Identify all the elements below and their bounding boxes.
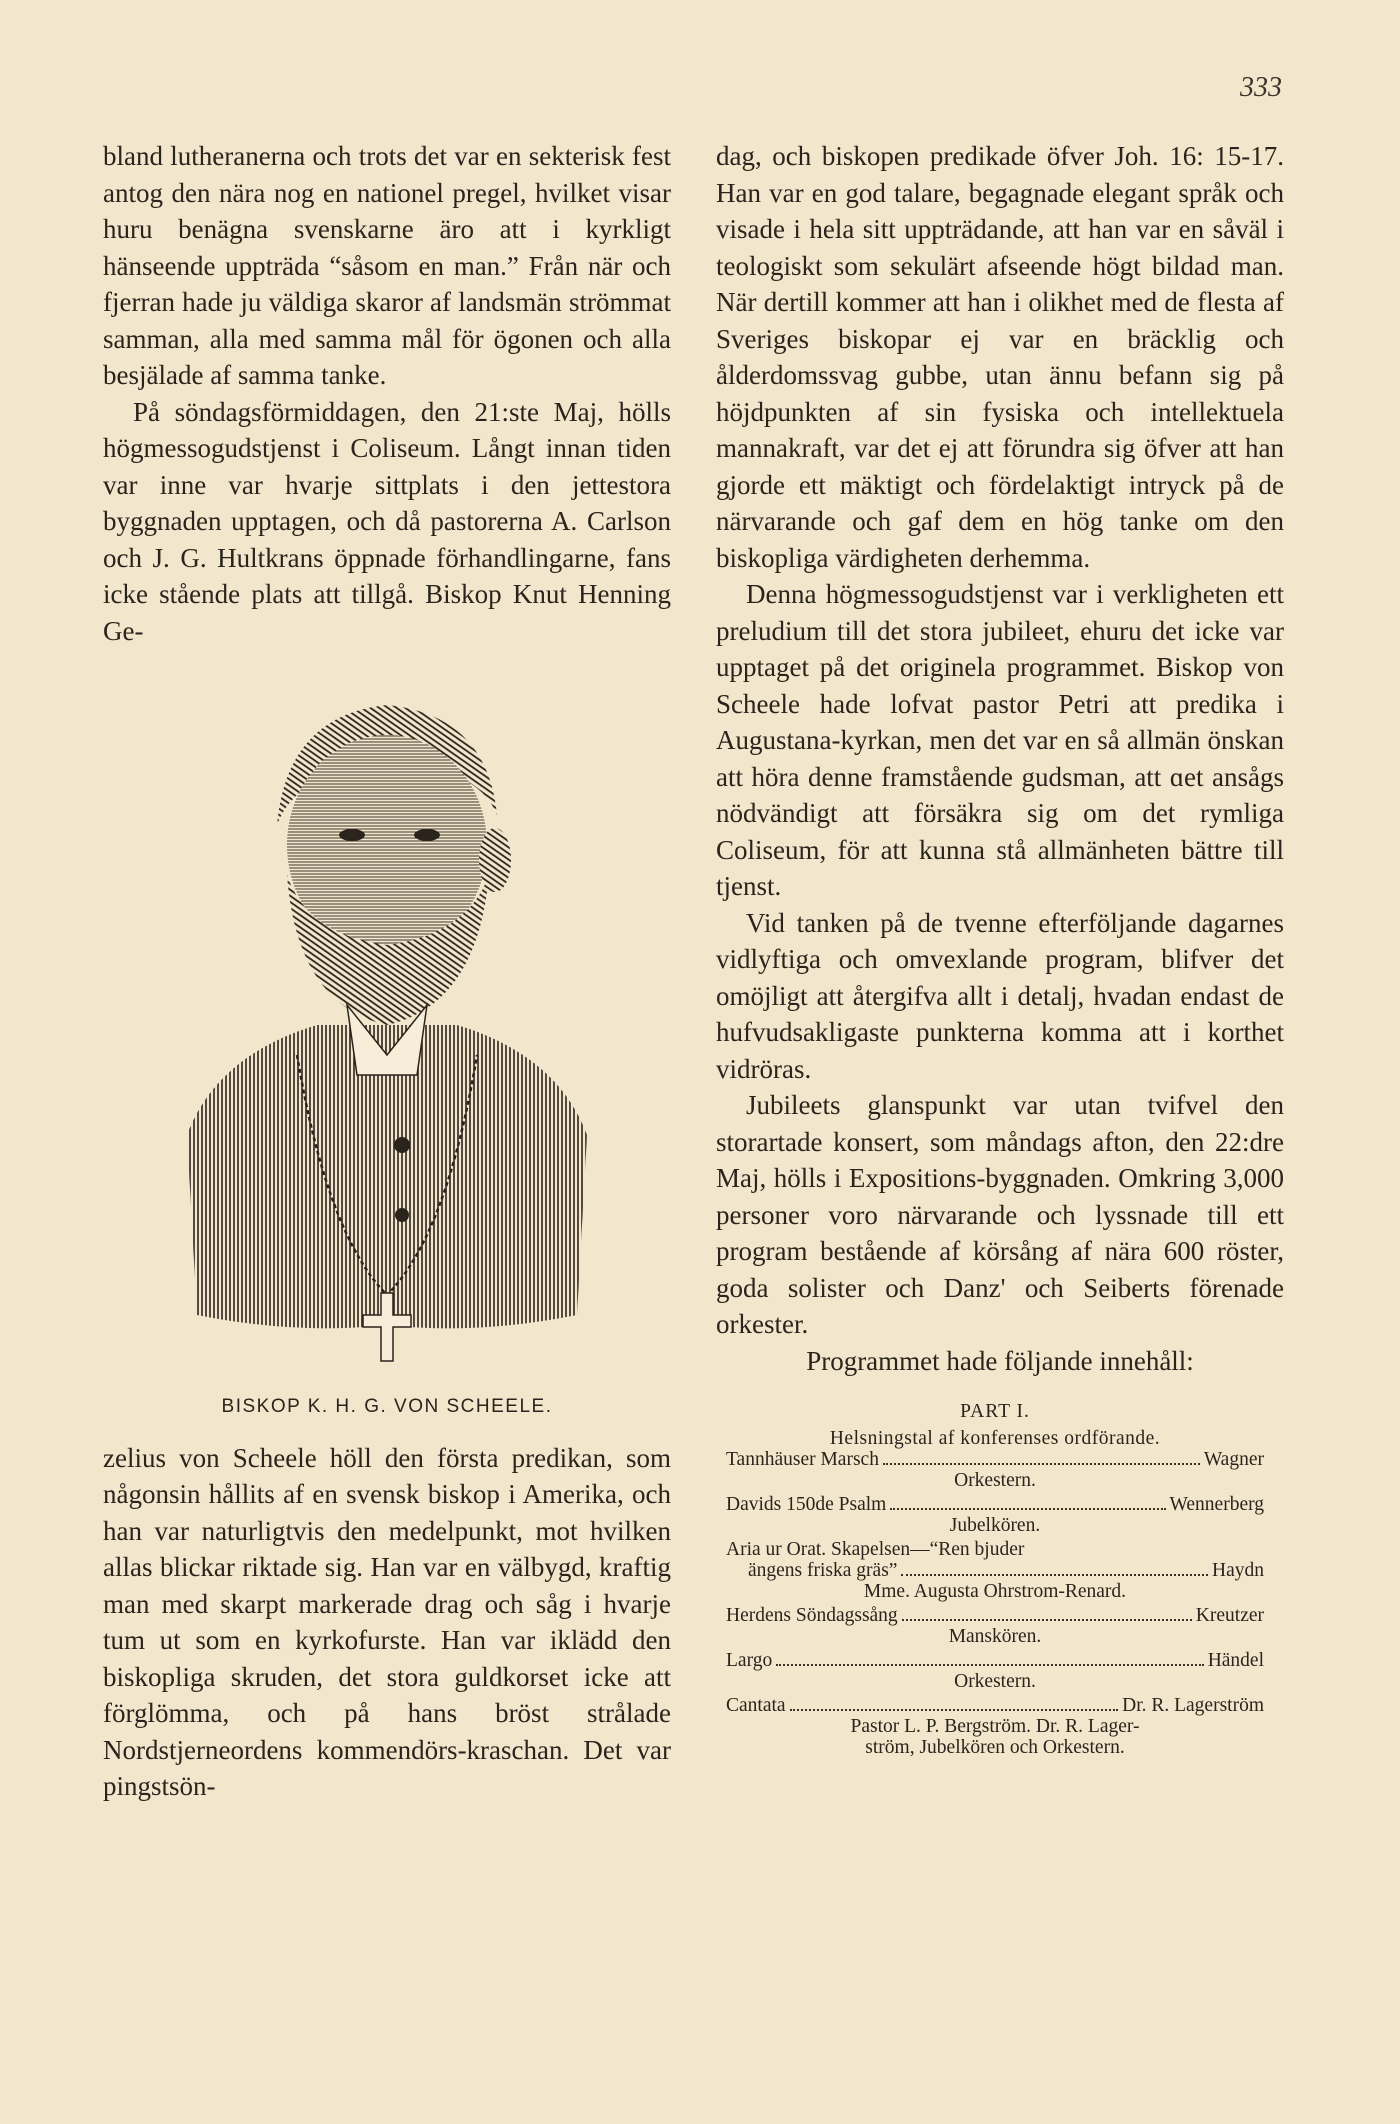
program-item-performer: Manskören. xyxy=(948,1626,1042,1647)
program-item xyxy=(726,1539,1264,1602)
program-item xyxy=(726,1605,1264,1647)
program-item-author: Haydn xyxy=(1212,1560,1264,1581)
program-part-title: PART I. xyxy=(960,1401,1030,1422)
program-item xyxy=(726,1650,1264,1692)
program-item-performer-line: Pastor L. P. Bergström. Dr. R. Lager- xyxy=(850,1716,1140,1737)
paragraph: dag, och biskopen predikade öfver Joh. 16: 15-17. Han var en god talare, begagnade elegant språk och visade i hela sitt uppträdande, att han var en såväl i teologiskt som sekulärt afseende högt bildad man. När dertill kommer att han i olikhet med de flesta af Sveriges biskopar ej var en bräcklig och ålderdomssvag gubbe, utan ännu befann sig på höjdpunkten af sin fysiska och intellektuela mannakraft, var det ej att förundra sig öfver att han gjorde ett mäktigt och fördelaktigt intryck på de närvarande och gaf dem en hög tanke om den biskopliga värdigheten derhemma. xyxy=(716,141,1284,573)
program-item-performer: ström, Jubelkören och Orkestern. xyxy=(865,1737,1125,1758)
program-item-title: Cantata xyxy=(726,1695,786,1716)
program-item-title: Herdens Söndagssång xyxy=(726,1605,898,1626)
program-item xyxy=(726,1449,1264,1491)
figure-caption: BISKOP K. H. G. VON SCHEELE. xyxy=(221,1396,553,1417)
program-item xyxy=(726,1494,1264,1536)
program-item-title: Davids 150de Psalm xyxy=(726,1494,887,1515)
paragraph: Denna högmessogudstjenst var i verkligheten ett preludium till det stora jubileet, ehuru det icke var upptaget på det originela programmet. Biskop von Scheele hade lofvat pastor Petri att predika i Augustana-kyrkan, men det var en så allmän önskan att höra denne framstående gudsman, att ɑet ansågs nödvändigt att försäkra sig om det rymliga Coliseum, för att kunna stå allmänheten bättre till tjenst. xyxy=(716,579,1284,901)
paragraph: bland lutheranerna och trots det var en sekterisk fest antog den nära nog en nationel pregel, hvilket visar huru benägna svenskarne äro att i kyrkligt hänseende uppträda “såsom en man.” Från när och fjerran hade ju väldiga skaror af landsmän strömmat samman, alla med samma mål för ögonen och alla besjälade af samma tanke. xyxy=(103,141,671,390)
program-item-performer: Orkestern. xyxy=(954,1470,1036,1491)
program-item-title: ängens friska gräs” xyxy=(748,1560,898,1581)
program-item-author: Wennerberg xyxy=(1169,1494,1264,1515)
program-item-performer: Mme. Augusta Ohrstrom-Renard. xyxy=(863,1581,1127,1602)
bishop-portrait-engraving xyxy=(177,675,597,1375)
paragraph: Vid tanken på de tvenne efterföljande dagarnes vidlyftiga och omvexlande program, blifver det omöjligt att återgifva allt i detalj, hvadan endast de hufvudsakligaste punkterna komma att i korthet vidröras. xyxy=(716,907,1284,1084)
right-column xyxy=(716,138,1284,1761)
page-number: 333 xyxy=(1240,72,1282,103)
program-opening: Helsningstal af konferenses ordförande. xyxy=(829,1428,1161,1449)
left-column xyxy=(103,138,671,1805)
concert-program xyxy=(726,1401,1264,1758)
paragraph: zelius von Scheele höll den första predikan, som någonsin hållits af en svensk biskop i Amerika, och han var naturligtvis den medelpunkt, mot hvilken allas blickar riktade sig. Han var en välbygd, kraftig man med skarpt markerade drag och såg i hvarje tum ut som en kyrkofurste. Han var iklädd den biskopliga skruden, det stora guldkorset icke att förglömma, och på hans bröst strålade Nordstjerneordens kommendörs-kraschan. Det var pingstsön- xyxy=(103,1442,671,1801)
portrait-figure xyxy=(103,675,671,1426)
program-item-performer: Orkestern. xyxy=(954,1671,1036,1692)
program-item-author: Händel xyxy=(1207,1650,1264,1671)
program-item-author: Wagner xyxy=(1203,1449,1264,1470)
paragraph: På söndagsförmiddagen, den 21:ste Maj, hölls högmessogudstjenst i Coliseum. Långt innan tiden var inne var hvarje sittplats i den jettestora byggnaden upptagen, och då pastorerna A. Carlson och J. G. Hultkrans öppnade förhandlingarne, fans icke stående plats att tillgå. Biskop Knut Henning Ge- xyxy=(103,396,671,646)
paragraph: Jubileets glanspunkt var utan tvifvel den storartade konsert, som måndags afton, den 22:dre Maj, hölls i Expositions-byggnaden. Omkring 3,000 personer voro närvarande och lyssnade till ett program bestående af körsång af nära 600 röster, goda solister och Danz' och Seiberts förenade orkester. xyxy=(716,1090,1284,1339)
program-item-title-line: Aria ur Orat. Skapelsen—“Ren bjuder xyxy=(726,1539,1025,1560)
program-item-author: Kreutzer xyxy=(1195,1605,1264,1626)
program-item-title: Largo xyxy=(726,1650,773,1671)
program-item-performer: Jubelkören. xyxy=(949,1515,1041,1536)
program-item-title: Tannhäuser Marsch xyxy=(726,1449,879,1470)
program-item xyxy=(726,1695,1264,1758)
program-item-author: Dr. R. Lagerström xyxy=(1122,1695,1264,1716)
program-intro: Programmet hade följande innehåll: xyxy=(806,1345,1194,1376)
